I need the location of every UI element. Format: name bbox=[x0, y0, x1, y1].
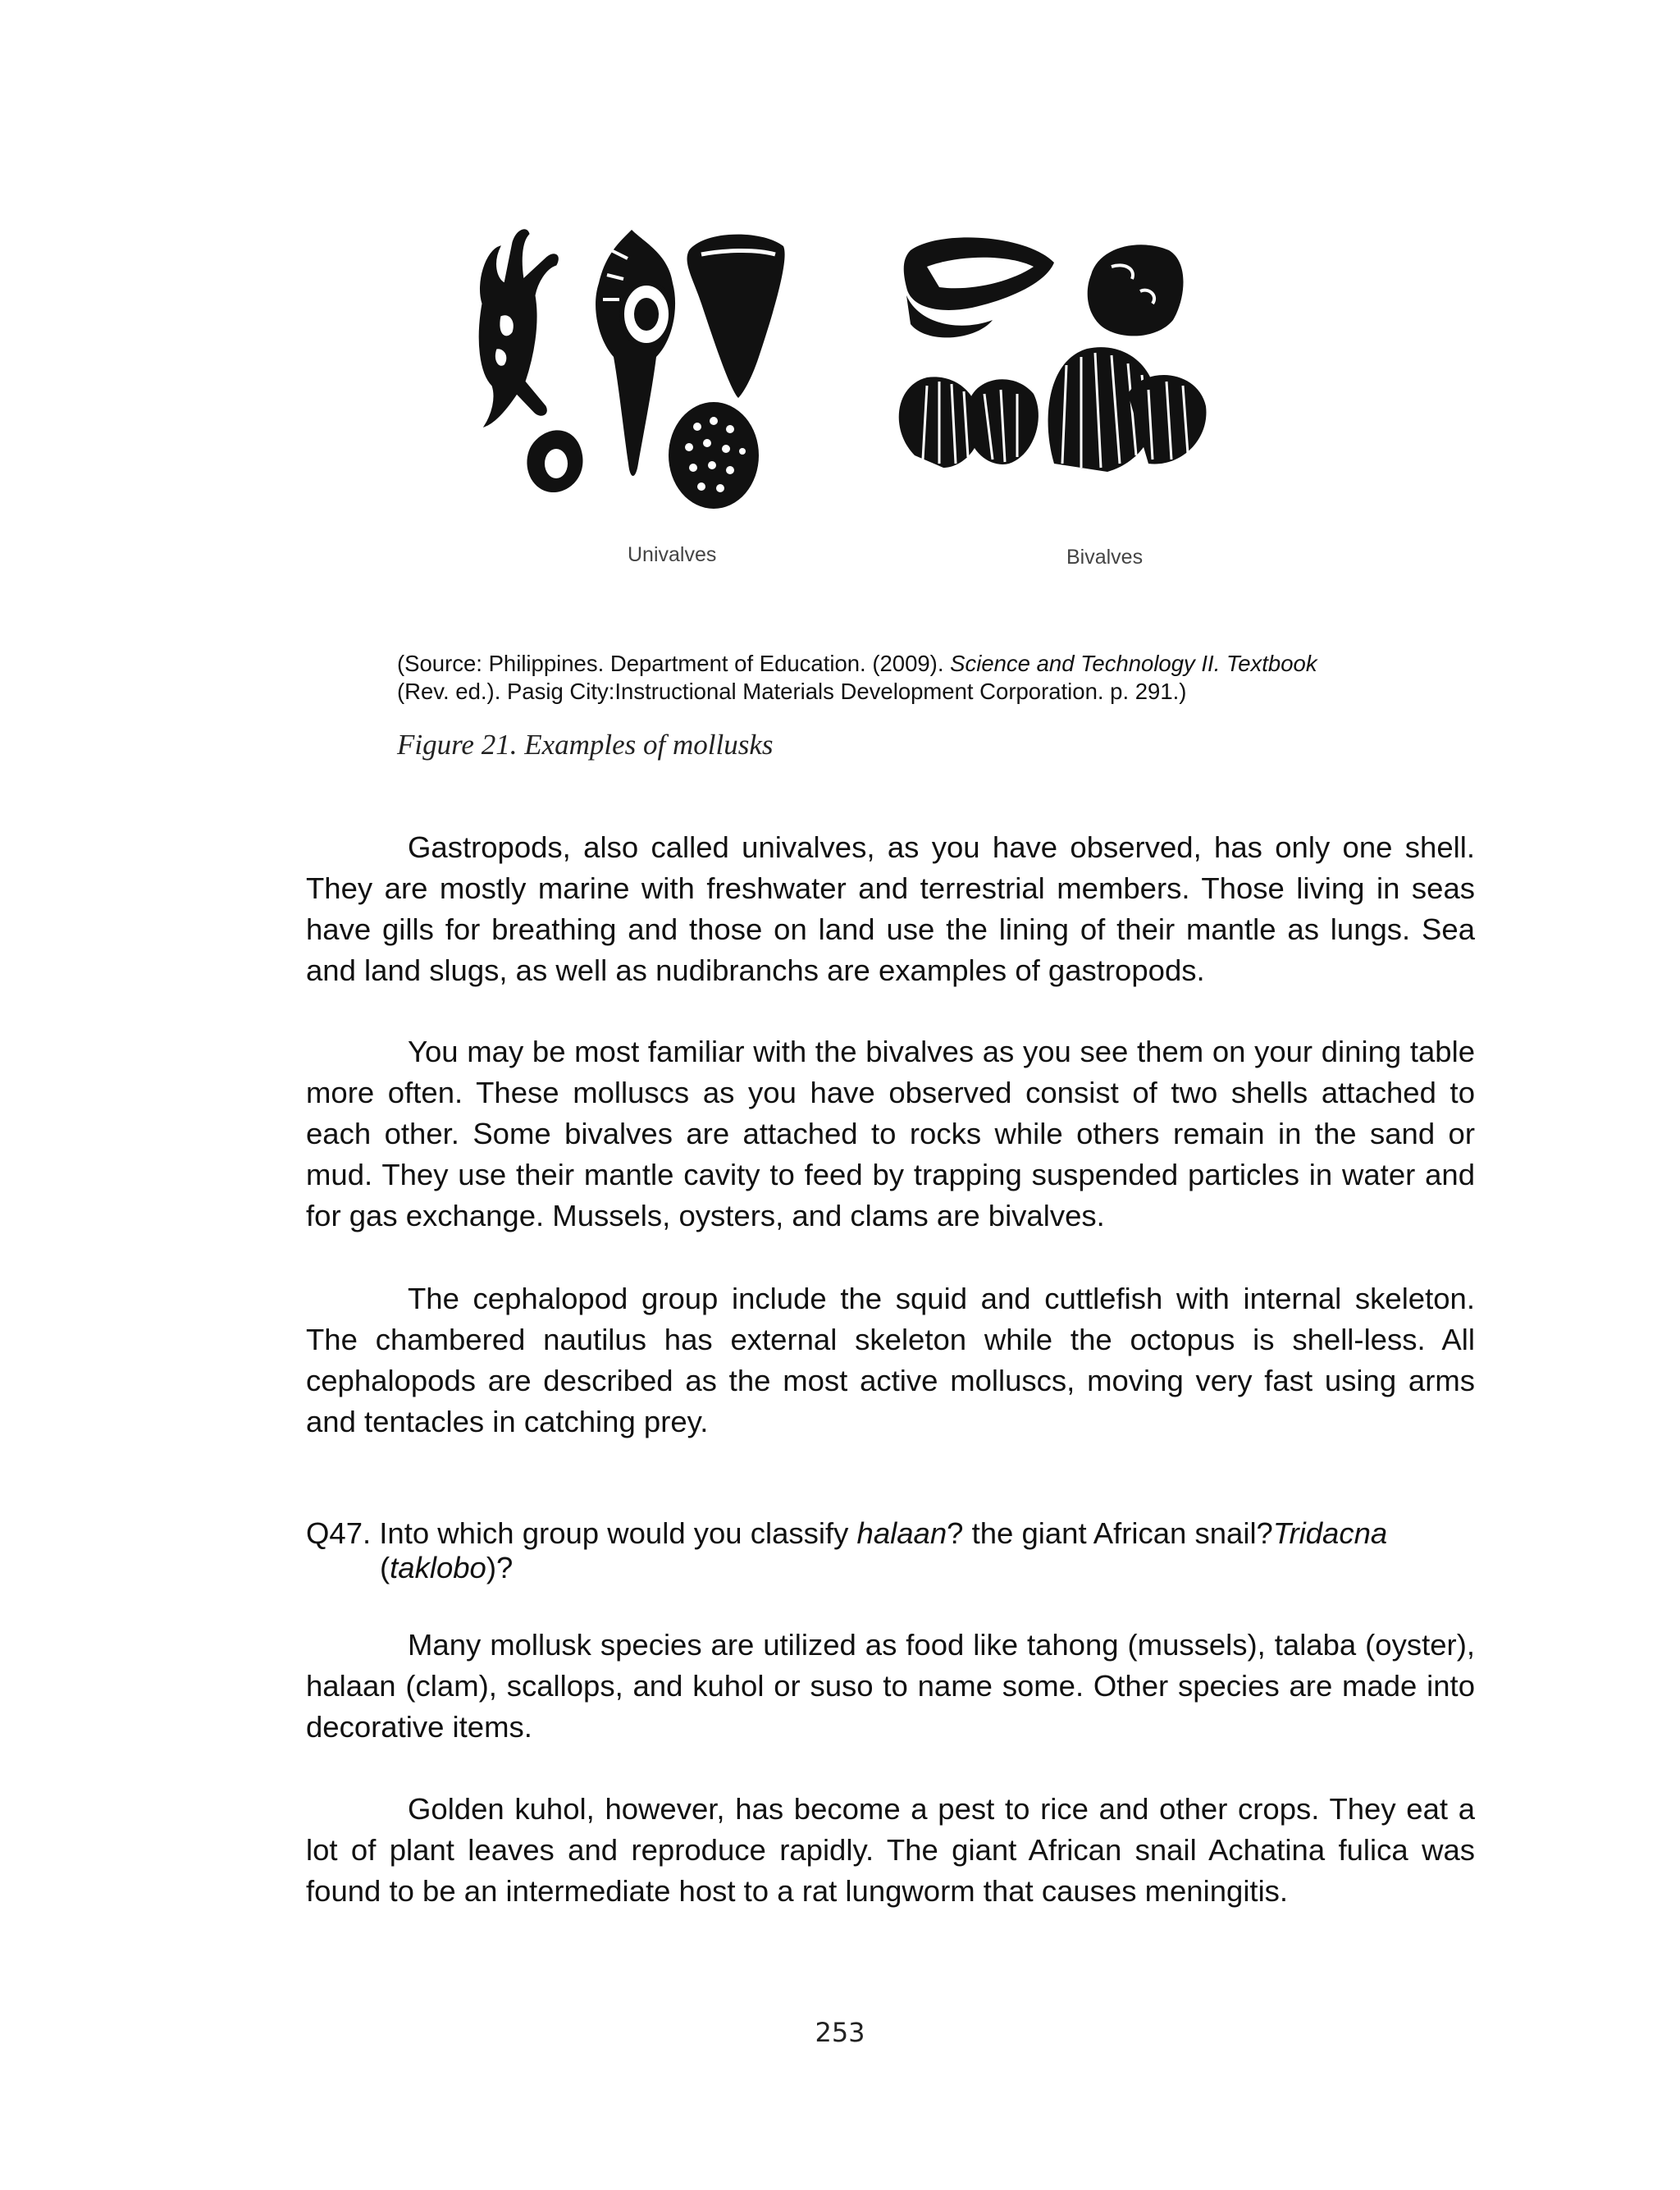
question-second-line bbox=[306, 1551, 1475, 1585]
paragraph-gastropods bbox=[306, 827, 1475, 991]
source-text-2: (Rev. ed.). Pasig City:Instructional Materials Development Corporation. p. 291.) bbox=[397, 679, 1187, 704]
mollusk-figure bbox=[468, 217, 1321, 570]
cowrie-shell bbox=[669, 402, 759, 509]
paragraph-golden-kuhol-text: Golden kuhol, however, has become a pest to rice and other crops. They eat a lot of plant leaves and reproduce rapidly. The giant African snail Achatina fulica was found to be an intermediate host to a rat lungworm that causes meningitis. bbox=[306, 1792, 1475, 1908]
question-tridacna: Tridacna bbox=[1272, 1516, 1388, 1550]
rock-oyster-shell bbox=[1088, 245, 1184, 336]
question-q47 bbox=[306, 1516, 1475, 1585]
bivalves-label: Bivalves bbox=[1066, 546, 1144, 569]
paragraph-gastropods-text: Gastropods, also called univalves, as you have observed, has only one shell. They are mostly marine with freshwater and terrestrial members. Those living in seas have gills for breathing and those on land use the lining of their mantle as lungs. Sea and land slugs, as well as nudibranchs are examples of gastropods. bbox=[306, 830, 1475, 987]
paragraph-cephalopods bbox=[306, 1278, 1475, 1442]
paragraph-bivalves-text: You may be most familiar with the bivalves as you see them on your dining table more often. These molluscs as you have observed consist of two shells attached to each other. Some bivalves are attached to rocks while others remain in the sand or mud. They use their mantle cavity to feed by trapping suspended particles in water and for gas exchange. Mussels, oysters, and clams are bivalves. bbox=[306, 1035, 1475, 1232]
source-text-1: (Source: Philippines. Department of Education. (2009). bbox=[397, 651, 951, 676]
paragraph-mollusk-uses bbox=[306, 1625, 1475, 1748]
question-halaan: halaan bbox=[856, 1516, 947, 1550]
question-text-middle: ? the giant African snail? bbox=[947, 1516, 1273, 1550]
paragraph-mollusk-uses-text: Many mollusk species are utilized as food like tahong (mussels), talaba (oyster), halaan (clam), scallops, and kuhol or suso to name some. Other species are made into decorative items. bbox=[306, 1628, 1475, 1744]
murex-shell bbox=[596, 230, 675, 476]
univalves-label: Univalves bbox=[628, 543, 717, 566]
question-end: )? bbox=[486, 1551, 514, 1584]
scallop-shell bbox=[1048, 347, 1207, 472]
paragraph-bivalves bbox=[306, 1031, 1475, 1237]
cone-shell bbox=[687, 235, 785, 398]
oyster-shell bbox=[904, 237, 1054, 337]
paragraph-cephalopods-text: The cephalopod group include the squid and cuttlefish with internal skeleton. The chambered nautilus has external skeleton while the octopus is shell-less. All cephalopods are described as the most active molluscs, moving very fast using arms and tentacles in catching prey. bbox=[306, 1282, 1475, 1438]
small-snail-shell bbox=[527, 430, 582, 492]
page-number: 253 bbox=[815, 2017, 865, 2048]
mollusk-illustration bbox=[468, 217, 1321, 570]
source-book-title: Science and Technology II. Textbook bbox=[950, 651, 1317, 676]
cockle-shell bbox=[899, 377, 1039, 468]
question-text: Q47. Into which group would you classify bbox=[306, 1516, 857, 1550]
paragraph-golden-kuhol bbox=[306, 1789, 1475, 1912]
figure-source-citation bbox=[397, 650, 1381, 706]
question-taklobo: taklobo bbox=[390, 1551, 486, 1584]
figure-caption: Figure 21. Examples of mollusks bbox=[397, 729, 774, 761]
spider-conch-shell bbox=[479, 230, 558, 427]
question-paren: ( bbox=[380, 1551, 390, 1584]
